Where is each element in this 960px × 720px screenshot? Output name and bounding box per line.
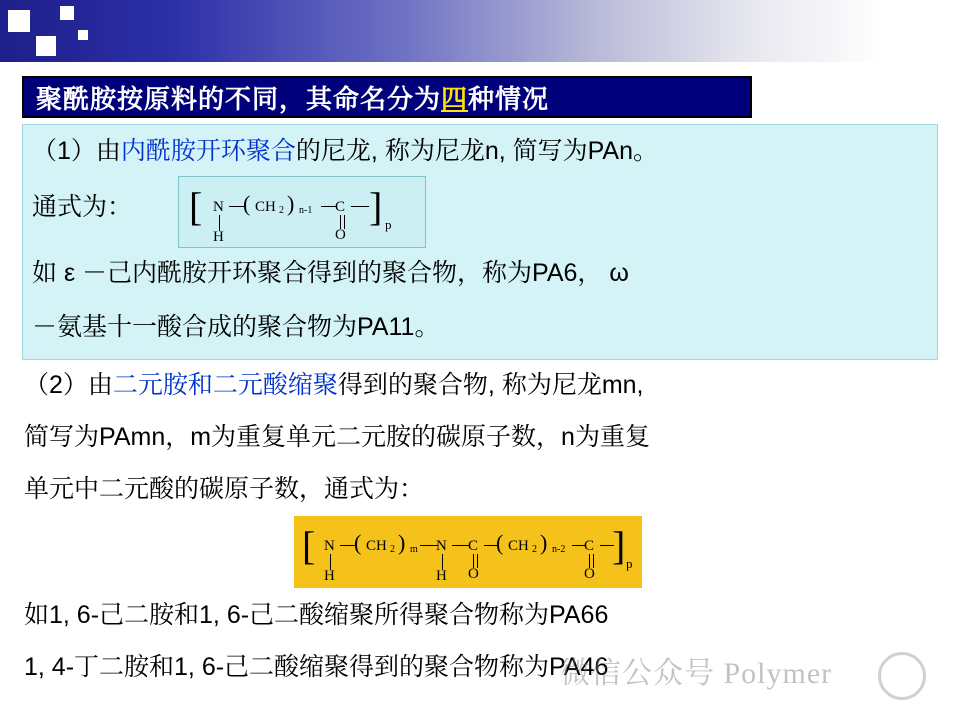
formula2-ch2-b-subscript: 2: [532, 544, 537, 555]
formula1-paren-close: ): [287, 191, 295, 216]
formula2-paren-b-close: ): [540, 530, 548, 555]
formula-lactam-structure: [178, 176, 426, 248]
section1-line2: 通式为：: [32, 193, 133, 221]
formula2-o2-label: O: [584, 566, 595, 582]
section2-line1: [24, 370, 644, 401]
formula1-ch2-subscript: 2: [279, 205, 284, 216]
section2-line1-part-c: 得到的聚合物, 称为尼龙mn,: [337, 371, 644, 399]
section2-line2: 简写为PAmn，m为重复单元二元胺的碳原子数，n为重复: [24, 423, 650, 451]
formula1-bracket-left: [: [189, 184, 203, 229]
section1-line1-keyword: 内酰胺开环聚合: [120, 137, 296, 165]
formula1-h-label: H: [213, 229, 224, 245]
watermark-text: 微信公众号 Polymer: [560, 657, 833, 690]
formula2-n1-label: N: [324, 538, 335, 554]
formula1-glyphs: [179, 177, 425, 247]
formula2-n2-subscript: n-2: [552, 544, 566, 555]
formula2-h1-label: H: [324, 568, 335, 584]
formula2-bracket-left: [: [302, 523, 316, 568]
formula2-c2-label: C: [584, 538, 595, 554]
section1-line4: －氨基十一酸合成的聚合物为PA11。: [32, 313, 440, 341]
formula2-paren-a-open: (: [354, 530, 362, 555]
formula2-paren-a-close: ): [398, 530, 406, 555]
formula1-repeat-subscript: n-1: [299, 205, 313, 216]
formula2-bracket-right: ]: [612, 523, 626, 568]
formula2-m-subscript: m: [410, 544, 418, 555]
formula1-bond-3: [351, 206, 369, 207]
formula1-o-label: O: [335, 227, 346, 243]
formula2-glyphs: [294, 516, 642, 588]
decorative-square: [36, 36, 56, 56]
section1-line3: 如 ε －己内酰胺开环聚合得到的聚合物，称为PA6， ω: [32, 259, 629, 287]
title-highlight: 四: [441, 83, 469, 114]
formula1-bracket-right: ]: [369, 184, 383, 229]
decorative-top-band: [0, 0, 960, 62]
section3-line1: 如1, 6-己二胺和1, 6-己二酸缩聚所得聚合物称为PA66: [24, 601, 609, 629]
section1-line1: [32, 136, 658, 167]
formula1-c-label: C: [335, 199, 346, 215]
section2-line1-keyword: 二元胺和二元酸缩聚: [112, 371, 338, 399]
formula2-o1-label: O: [468, 566, 479, 582]
formula-diamine-diacid-structure: [294, 516, 642, 588]
formula2-n2-label: N: [436, 538, 447, 554]
title-suffix: 种情况: [468, 83, 550, 114]
formula1-n-label: N: [213, 199, 224, 215]
section1-line1-part-a: （1）由: [32, 137, 121, 165]
section1-line1-part-c: 的尼龙, 称为尼龙n, 简写为PAn。: [295, 137, 659, 165]
watermark-ring-icon: [878, 652, 926, 700]
section2-line1-part-a: （2）由: [24, 371, 113, 399]
decorative-square: [60, 6, 74, 20]
formula1-paren-open: (: [243, 191, 251, 216]
formula2-c1-label: C: [468, 538, 479, 554]
formula2-ch2-b-label: CH: [508, 538, 529, 554]
formula2-h2-label: H: [436, 568, 447, 584]
formula1-ch2-label: CH: [255, 199, 276, 215]
formula2-ch2-a-subscript: 2: [390, 544, 395, 555]
page-title: [36, 79, 549, 116]
decorative-square: [8, 10, 30, 32]
formula2-ch2-a-label: CH: [366, 538, 387, 554]
formula1-p-subscript: p: [385, 217, 392, 232]
decorative-square: [78, 30, 88, 40]
formula2-paren-b-open: (: [496, 530, 504, 555]
section2-line3: 单元中二元酸的碳原子数，通式为：: [24, 475, 425, 503]
formula2-p-subscript: p: [626, 556, 633, 571]
slide-title-bar: [22, 76, 752, 118]
title-prefix: 聚酰胺按原料的不同，其命名分为: [36, 83, 442, 114]
section3-line2: 1, 4-丁二胺和1, 6-己二酸缩聚得到的聚合物称为PA46: [24, 653, 609, 681]
